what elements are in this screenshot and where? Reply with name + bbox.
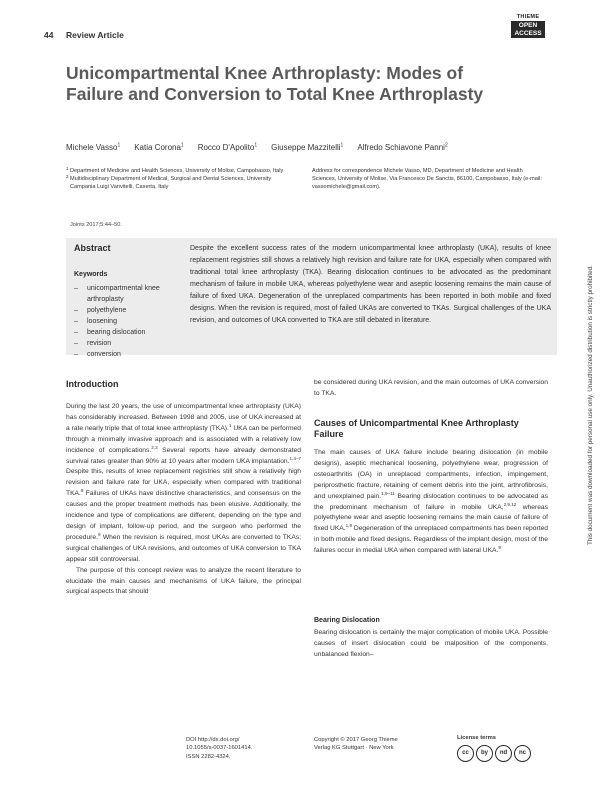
abstract-text: Despite the excellent success rates of the modern unicompartmental knee arthroplasty (UKA), results of knee replacement registries still shows a relatively high revision and failure rate for UKA, especially when compared with traditional total knee arthroplasty (TKA). Bearing dislocation continues to be advocated as the predominant mechanism of failure in mobile UKA, whereas polyethylene wear and aseptic loosening remains the main cause of failure of fixed UKA. Degeneration of the unreplaced compartments has been reported in both mobile and fixed designs. When the revision is required, most of failed UKAs are converted to TKAs. Surgical challenges of the UKA revision, and outcomes of UKA converted to TKA are still debated in literature. xyxy=(190,245,551,324)
keyword-item: – bearing dislocation xyxy=(74,327,174,338)
affiliation-item: 1 Department of Medicine and Health Sciences, University of Molise, Campobasso, Italy xyxy=(66,166,284,174)
bearing-dislocation-body: Bearing dislocation is certainly the major complication of mobile UKA. Possible causes of insert dislocation could be malposition of the components, unbalanced flexion– xyxy=(314,629,548,658)
cc-nc-icon: nc xyxy=(514,745,531,762)
introduction-body xyxy=(66,402,301,598)
doi-info xyxy=(186,736,296,761)
author-name: Rocco D'Apolito$^1$ xyxy=(197,142,258,152)
cc-by-icon: by xyxy=(476,745,493,762)
abstract-heading: Abstract xyxy=(74,243,111,253)
causes-body: The main causes of UKA failure include bearing dislocation (in mobile designs), aseptic mechanical loosening, polyethylene wear, progression of osteoarthritis (OA) in unreplaced compartments, infection, impingement, periprosthetic fracture, retaining of cement debris into the joint, arthrofibrosis, and unexplained pain.$^{1,9-11}$ Bearing dislocation continues to be advocated as the predominant mechanism of failure in mobile UKA,$^{2,9,12}$ whereas polyethylene wear and aseptic loosening remains the main cause of failure of fixed UKA.$^{1,9}$ Degeneration of the unreplaced compartments has been reported in both mobile and fixed designs. Regardless of the implant design, most of the failures occur in medial UKA when compared with lateral UKA.$^9$ xyxy=(314,449,549,555)
journal-citation: Joints 2017;5:44–50. xyxy=(70,222,122,228)
cc-icon: cc xyxy=(457,745,474,762)
license-terms-label[interactable]: License terms xyxy=(457,735,496,741)
affiliation-item: 2 Multidisciplinary Department of Medical, Surgical and Dental Sciences, University Campania Luigi Vanvitelli, Caserta, Italy xyxy=(66,174,272,191)
keywords-heading: Keywords xyxy=(74,271,108,278)
author-name: Katia Corona$^1$ xyxy=(134,142,184,152)
page-number: 44 xyxy=(44,30,54,40)
keyword-item: – conversion xyxy=(74,349,174,360)
keyword-item: – polyethylene xyxy=(74,305,174,316)
doi-link[interactable]: DOI http://dx.doi.org/ xyxy=(186,737,240,743)
author-name: Alfredo Schiavone Panni$^2$ xyxy=(357,142,448,152)
author-affiliation-ref: 2 xyxy=(444,142,448,148)
introduction-continuation: be considered during UKA revision, and the main outcomes of UKA conversion to TKA. xyxy=(314,379,548,397)
citation-ref[interactable]: 9 xyxy=(498,544,501,550)
logo-open-access-badge xyxy=(511,21,545,38)
correspondence-address: Address for correspondence Michele Vasso, MD, Department of Medicine and Health Sciences, University of Molise, Via Francesco De Sanctis, 86100, Campobasso, Italy (e-mail: vassomichele@gmail.com). xyxy=(312,168,542,191)
affiliation-number: 2 xyxy=(66,174,69,180)
logo-publisher: THIEME xyxy=(516,14,540,20)
copyright-line: Copyright © 2017 Georg Thieme xyxy=(314,737,398,743)
keyword-item: – loosening xyxy=(74,316,174,327)
intro-paragraph-1: During the last 20 years, the use of unicompartmental knee arthroplasty (UKA) has considerably increased. Between 1998 and 2005, use of UKA increased at a rate nearly triple that of total knee arthroplasty (TKA).$^1$ UKA can be performed through a minimally invasive approach and is associated with a relatively low incidence of complications.$^{2,3}$ Several reports have already demonstrated survival rates greater than 90% at 10 years after modern UKA implantation.$^{1,4-7}$ Despite this, results of knee replacement registries still show a relatively high revision and failure rate for UKA, especially when compared with traditional TKA.$^8$ Failures of UKAs have distinctive characteristics, and consensus on the causes and the proper treatment methods has been elusive. Additionally, the incidence and type of complications are different, depending on the type and design of implant, follow-up period, and the surgeon who performed the procedure.$^9$ When the revision is required, most UKAs are converted to TKAs; surgical challenges of UKA revisions, and outcomes of UKA conversion to TKA appear still controversial. xyxy=(66,403,302,563)
author-list xyxy=(66,142,546,152)
license-icons[interactable] xyxy=(457,745,531,762)
logo-line-2: ACCESS xyxy=(514,29,542,37)
author-name: Giuseppe Mazzitelli$^1$ xyxy=(271,142,344,152)
logo-line-1: OPEN xyxy=(518,22,538,29)
citation-ref[interactable]: 1,9 xyxy=(345,523,352,529)
copyright-line: Verlag KG Stuttgart · New York xyxy=(314,745,394,752)
causes-heading: Causes of Unicompartmental Knee Arthroplasty Failure xyxy=(314,418,519,439)
author-affiliation-ref: 1 xyxy=(340,142,344,148)
affiliation-number: 1 xyxy=(66,166,69,171)
copyright xyxy=(314,736,434,753)
citation-ref[interactable]: 2,9,12 xyxy=(503,501,517,507)
citation-ref[interactable]: 2,3 xyxy=(151,444,158,450)
keyword-item: – revision xyxy=(74,338,174,349)
author-affiliation-ref: 1 xyxy=(180,142,184,148)
cc-nd-icon: nd xyxy=(495,745,512,762)
affiliations xyxy=(66,167,296,192)
citation-ref[interactable]: 9 xyxy=(97,531,101,537)
thieme-open-access-logo xyxy=(511,14,545,38)
citation-ref[interactable]: 1 xyxy=(228,422,232,428)
citation-ref[interactable]: 1,9–11 xyxy=(381,490,395,496)
issn: ISSN 2282-4324. xyxy=(186,753,231,760)
intro-paragraph-2: The purpose of this concept review was to analyze the recent literature to elucidate the main causes and mechanisms of UKA failure, the principal surgical aspects that should xyxy=(66,566,301,596)
keywords-list xyxy=(74,283,174,360)
article-title: Unicompartmental Knee Arthroplasty: Modes of Failure and Conversion to Total Knee Arthroplasty xyxy=(66,63,484,104)
doi-id: 10.1055/s-0037-1601414. xyxy=(186,745,253,752)
author-affiliation-ref: 1 xyxy=(254,142,258,148)
introduction-heading: Introduction xyxy=(66,379,119,389)
download-notice: This document was downloaded for personal use only. Unauthorized distribution is strictly prohibited. xyxy=(587,265,594,545)
author-name: Michele Vasso$^1$ xyxy=(66,142,121,152)
section-label: Review Article xyxy=(66,30,124,40)
citation-ref[interactable]: 8 xyxy=(80,488,84,494)
citation-ref[interactable]: 1,4–7 xyxy=(289,455,301,461)
bearing-dislocation-heading: Bearing Dislocation xyxy=(314,617,380,624)
keyword-item: – unicompartmental knee arthroplasty xyxy=(74,283,174,305)
author-affiliation-ref: 1 xyxy=(117,142,121,148)
